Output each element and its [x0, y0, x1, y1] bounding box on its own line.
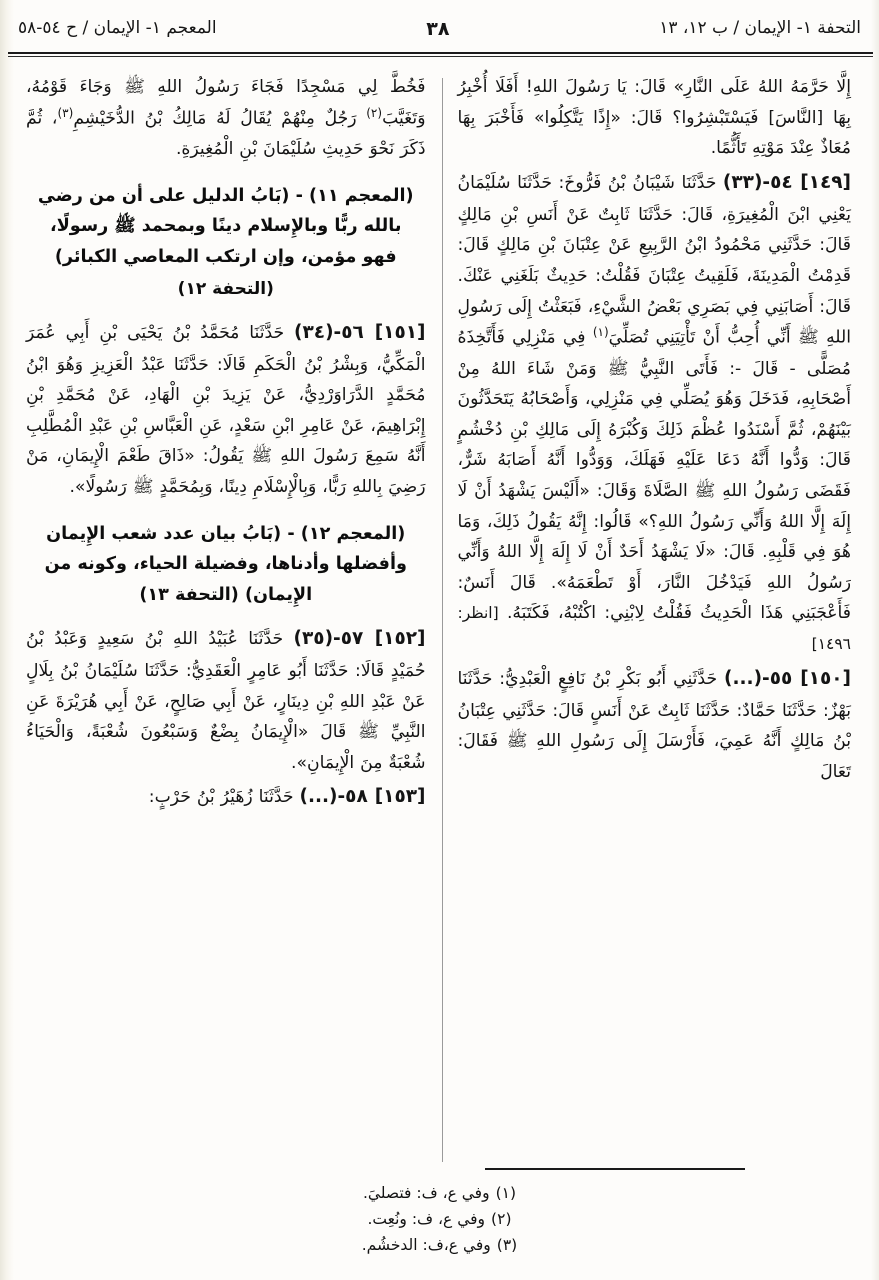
- column-divider: [442, 78, 443, 1162]
- hadith-entry-153: [26, 781, 426, 814]
- footnote-separator-rule: [485, 1168, 745, 1170]
- column-right: [442, 72, 870, 1162]
- bab-11-line-3: فهو مؤمن، وإن ارتكب المعاصي الكبائر): [54, 247, 397, 268]
- bab-11-line-2: بالله ربًّا وبالإِسلام دينًا وبمحمد ﷺ رسولًا،: [50, 216, 402, 237]
- footnote-marker-3: (٣): [57, 105, 74, 120]
- bab-heading-12: [26, 519, 426, 611]
- footnote-list: [14, 1180, 865, 1258]
- hadith-number-152: [١٥٢] ٥٧-(٣٥): [293, 627, 426, 649]
- hadith-text-152: حَدَّثَنَا عُبَيْدُ اللهِ بْنُ سَعِيدٍ وَعَبْدُ بْنُ حُمَيْدٍ قَالَا: حَدَّثَنَا أَبُو عَامِرٍ الْعَقَدِيُّ: حَدَّثَنَا سُلَيْمَانُ بْنُ بِلَالٍ عَنْ عَبْدِ اللهِ بْنِ دِينَارٍ، عَنْ أَبِي صَالِحٍ، عَنْ أَبِي هُرَيْرَةَ عَنِ النَّبِيِّ ﷺ قَالَ «الْإِيمَانُ بِضْعٌ وَسَبْعُونَ شُعْبَةً، وَالْحَيَاءُ شُعْبَةٌ مِنَ الْإِيمَانِ».: [26, 628, 426, 773]
- footnote-marker-2: (٢): [366, 105, 383, 120]
- paragraph-continuation-53: إِلَّا حَرَّمَهُ اللهُ عَلَى النَّارِ» قَالَ: يَا رَسُولَ اللهِ! أَفَلَا أُخْبِرُ بِهَا [النَّاسَ] فَيَسْتَبْشِرُوا؟ قَالَ: «إِذًا يَتَّكِلُوا» فَأَخْبَرَ بِهَا مُعَاذٌ عِنْدَ مَوْتِهِ تَأَثُّمًا.: [457, 77, 851, 159]
- hadith-entry-152: [26, 623, 426, 778]
- hadith-entry-150: [458, 663, 852, 788]
- hadith-number-153: [١٥٣] ٥٨-(...): [299, 786, 426, 808]
- hadith-entry-151: [26, 317, 426, 503]
- footnote-text: وفي ع، ف: فتصليَ.: [362, 1183, 490, 1202]
- page-number: ٣٨: [426, 18, 450, 40]
- footnote-area: [14, 1168, 865, 1258]
- hadith-text-150: حَدَّثَنِي أَبُو بَكْرِ بْنُ نَافِعٍ الْعَبْدِيُّ: حَدَّثَنَا بَهْزٌ: حَدَّثَنَا حَمَّادٌ: حَدَّثَنَا ثَابِتٌ عَنْ أَنَسٍ قَالَ: حَدَّثَنِي عِتْبَانُ بْنُ مَالِكٍ أَنَّهُ عَمِيَ، فَأَرْسَلَ إِلَى رَسُولِ اللهِ ﷺ فَقَالَ: تَعَالَ: [457, 668, 851, 782]
- hadith-text-149b: فِي مَنْزِلِي فَأَتَّخِذَهُ مُصَلًّى - قَالَ -: فَأَتَى النَّبِيُّ ﷺ وَمَنْ شَاءَ اللهُ مِنْ أَصْحَابِهِ، فَدَخَلَ وَهُوَ يُصَلِّي فِي مَنْزِلِي، وَأَصْحَابُهُ يَتَحَدَّثُونَ بَيْنَهُمْ، ثُمَّ أَسْنَدُوا عُظْمَ ذَلِكَ وَكُبْرَهُ إِلَى مَالِكِ بْنِ دُخْشُمٍ قَالَ: وَدُّوا أَنَّهُ دَعَا عَلَيْهِ فَهَلَكَ، وَوَدُّوا أَنَّهُ أَصَابَهُ شَرٌّ، فَقَضَى رَسُولُ اللهِ ﷺ الصَّلَاةَ وَقَالَ: «أَلَيْسَ يَشْهَدُ أَنْ لَا إِلَهَ إِلَّا اللهُ وَأَنِّي رَسُولُ اللهِ؟» قَالُوا: إِنَّهُ يَقُولُ ذَلِكَ، وَمَا هُوَ فِي قَلْبِهِ. قَالَ: «لَا يَشْهَدُ أَحَدٌ أَنْ لَا إِلَهَ إِلَّا اللهُ وَأَنِّي رَسُولُ اللهِ فَيَدْخُلَ النَّارَ، أَوْ تَطْعَمَهُ». قَالَ أَنَسٌ: فَأَعْجَبَنِي هَذَا الْحَدِيثُ فَقُلْتُ لِابْنِي: اكْتُبْهُ، فَكَتَبَهُ.: [457, 327, 851, 624]
- running-head: [18, 18, 861, 50]
- footnote-text: وفي ع، ف: ونُعِت.: [367, 1209, 486, 1228]
- footnote-item: [14, 1232, 865, 1258]
- footnote-number: (١): [495, 1183, 517, 1202]
- bab-12-line-3: الإِيمان) (التحفة ١٣): [139, 585, 313, 606]
- footnote-number: (٣): [496, 1235, 518, 1254]
- hadith-text-151: حَدَّثَنَا مُحَمَّدُ بْنُ يَحْيَى بْنِ أَبِي عُمَرَ الْمَكِّيُّ، وَبِشْرُ بْنُ الْحَكَمِ قَالَا: حَدَّثَنَا عَبْدُ الْعَزِيزِ وَهُوَ ابْنُ مُحَمَّدٍ الدَّرَاوَرْدِيُّ، عَنْ يَزِيدَ بْنِ الْهَادِ، عَنْ مُحَمَّدِ بْنِ إِبْرَاهِيمَ، عَنْ عَامِرِ ابْنِ سَعْدٍ، عَنِ الْعَبَّاسِ بْنِ عَبْدِ الْمُطَّلِبِ أَنَّهُ سَمِعَ رَسُولَ اللهِ ﷺ يَقُولُ: «ذَاقَ طَعْمَ الْإِيمَانِ، مَنْ رَضِيَ بِاللهِ رَبًّا، وَبِالْإِسْلَامِ دِينًا، وَبِمُحَمَّدٍ ﷺ رَسُولًا».: [26, 322, 426, 498]
- hadith-text-153: حَدَّثَنَا زُهَيْرُ بْنُ حَرْبٍ:: [148, 787, 294, 808]
- page-body: [14, 72, 869, 1162]
- footnote-marker-1: (١): [592, 325, 609, 340]
- bab-11-tuhfa-reference: (التحفة ١٢): [177, 278, 274, 299]
- footnote-text: وفي ع،ف: الدخشُم.: [361, 1235, 491, 1254]
- hadith-number-150: [١٥٠] ٥٥-(...): [724, 667, 852, 689]
- running-head-left: التحفة ١- الإيمان / ب ١٢، ١٣: [659, 18, 861, 38]
- hadith-number-149: [١٤٩] ٥٤-(٣٣): [722, 171, 851, 193]
- bab-11-line-1: (المعجم ١١) - (بَابُ الدليل على أن من رضي: [37, 185, 414, 206]
- page-gutter-shading: [0, 0, 14, 1280]
- hadith-number-151: [١٥١] ٥٦-(٣٤): [294, 321, 426, 343]
- footnote-item: [14, 1206, 865, 1232]
- hadith-entry-149: [458, 167, 852, 660]
- footnote-item: [14, 1180, 865, 1206]
- running-head-right: المعجم ١- الإيمان / ح ٥٤-٥٨: [18, 18, 217, 38]
- column-left: [14, 72, 442, 1162]
- header-double-rule: [8, 52, 873, 57]
- hadith-text-149a: حَدَّثَنَا شَيْبَانُ بْنُ فَرُّوخَ: حَدَّثَنَا سُلَيْمَانُ يَعْنِي ابْنَ الْمُغِيرَةِ، قَالَ: حَدَّثَنَا ثَابِتٌ عَنْ أَنَسِ بْنِ مَالِكٍ قَالَ: حَدَّثَنِي مَحْمُودُ ابْنُ الرَّبِيعِ عَنْ عِتْبَانَ بْنِ مَالِكٍ قَالَ: قَدِمْتُ الْمَدِينَةَ، فَلَقِيتُ عِتْبَانَ فَقُلْتُ: حَدِيثٌ بَلَغَنِي عَنْكَ. قَالَ: أَصَابَنِي فِي بَصَرِي بَعْضُ الشَّيْءِ، فَبَعَثْتُ إِلَى رَسُولِ اللهِ ﷺ أَنِّي أُحِبُّ أَنْ تَأْتِيَنِي تُصَلِّيَ: [457, 172, 852, 348]
- page-edge-shading: [871, 0, 879, 1280]
- footnote-number: (٢): [491, 1209, 512, 1228]
- paragraph-continuation-150: فَخُطَّ لِي مَسْجِدًا فَجَاءَ رَسُولُ اللهِ ﷺ وَجَاءَ قَوْمُهُ، وَتَغَيَّبَ$^{(٢)}$ رَجُلٌ مِنْهُمْ يُقَالُ لَهُ مَالِكُ بْنُ الدُّخَيْشِمِ$^{(٣)}$، ثُمَّ ذَكَرَ نَحْوَ حَدِيثِ سُلَيْمَانَ بْنِ الْمُغِيرَةِ.: [26, 77, 426, 159]
- bab-12-line-1: (المعجم ١٢) - (بَابُ بيان عدد شعب الإِيمان: [46, 523, 406, 544]
- cross-reference-149: [انظر: ١٤٩٦]: [457, 604, 851, 654]
- bab-12-line-2: وأفضلها وأدناها، وفضيلة الحياء، وكونه من: [44, 554, 407, 575]
- bab-heading-11: [26, 181, 426, 305]
